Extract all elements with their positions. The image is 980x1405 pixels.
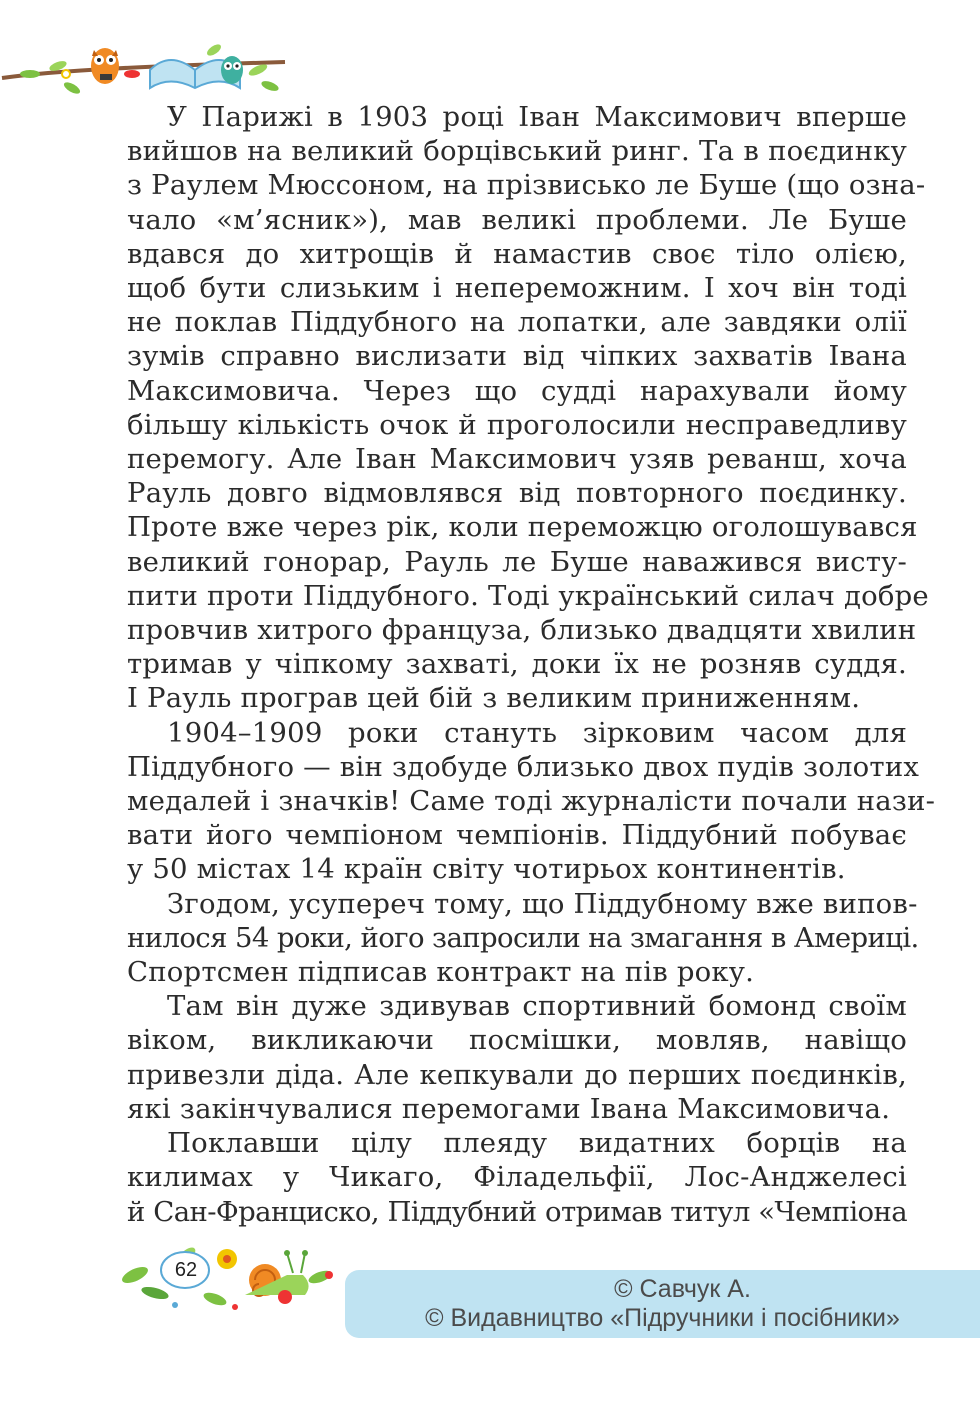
- text-line: щоб бути слизьким і непереможним. І хоч він тоді: [127, 272, 907, 305]
- text-line: тримав у чіпкому захваті, доки їх не розняв суддя.: [127, 648, 907, 681]
- branch-owls-illustration: [0, 30, 290, 110]
- text-line: пити проти Піддубного. Тоді український силач добре: [127, 579, 929, 612]
- copyright-banner: [345, 1270, 980, 1338]
- text-line: медалей і значків! Саме тоді журналісти почали нази-: [127, 785, 936, 818]
- text-line: Спортсмен підписав контракт на пів року.: [127, 956, 755, 989]
- copyright-author: © Савчук А.: [614, 1275, 751, 1303]
- text-line: великий гонорар, Рауль ле Буше наважився висту-: [127, 545, 907, 578]
- text-line: вати його чемпіоном чемпіонів. Піддубний побуває: [127, 819, 907, 852]
- text-line: перемогу. Але Іван Максимович узяв реванш, хоча: [127, 443, 907, 476]
- paragraph-2: [127, 716, 936, 887]
- text-line: 1904–1909 роки стануть зірковим часом для: [167, 716, 907, 749]
- text-line: Там він дуже здивував спортивний бомонд своїм: [167, 990, 907, 1023]
- paragraph-5: [127, 1126, 907, 1229]
- text-line: У Парижі в 1903 році Іван Максимович вперше: [167, 101, 907, 133]
- text-line: Піддубного — він здобуде близько двох пудів золотих: [127, 750, 920, 783]
- text-line: у 50 містах 14 країн світу чотирьох континентів.: [127, 853, 846, 886]
- text-line: чало «м’ясник»), мав великі проблеми. Ле Буше: [127, 203, 907, 236]
- text-line: Згодом, усупереч тому, що Піддубному вже випов-: [167, 887, 918, 920]
- flowers-snail-illustration: [115, 1235, 340, 1315]
- text-line: більшу кількість очок й проголосили несправедливу: [127, 408, 907, 441]
- page-number: 62: [174, 1259, 198, 1281]
- text-line: вийшов на великий борцівський ринг. Та в поєдинку: [127, 135, 907, 168]
- paragraph-3: [127, 887, 919, 990]
- text-line: не поклав Піддубного на лопатки, але завдяки олії: [127, 306, 907, 339]
- paragraph-4: [127, 989, 907, 1126]
- text-line: провчив хитрого француза, близько двадцяти хвилин: [127, 614, 917, 647]
- text-line: які закінчувалися перемогами Івана Максимовича.: [127, 1092, 891, 1125]
- main-text: [127, 100, 936, 1229]
- text-line: І Рауль програв цей бій з великим приниженням.: [127, 682, 861, 715]
- text-line: й Сан-Франциско, Піддубний отримав титул «Чемпіона: [127, 1195, 907, 1228]
- text-line: привезли діда. Але кепкували до перших поєдинків,: [127, 1058, 907, 1091]
- text-line: зумів справно вислизати від чіпких захватів Івана: [127, 340, 907, 373]
- text-line: віком, викликаючи посмішки, мовляв, навіщо: [127, 1024, 907, 1057]
- text-line: килимах у Чикаго, Філадельфії, Лос-Анджелесі: [127, 1161, 907, 1194]
- copyright-publisher: © Видавництво «Підручники і посібники»: [425, 1304, 900, 1332]
- text-line: Проте вже через рік, коли переможцю оголошувався: [127, 511, 918, 544]
- paragraph-1: [127, 100, 929, 716]
- text-line: вдався до хитрощів й намастив своє тіло олією,: [127, 237, 907, 270]
- text-line: Рауль довго відмовлявся від повторного поєдинку.: [127, 477, 907, 510]
- text-line: нилося 54 роки, його запросили на змагання в Америці.: [127, 921, 919, 954]
- text-line: з Раулем Мюссоном, на прізвисько ле Буше (що озна-: [127, 169, 926, 202]
- text-line: Максимовича. Через що судді нарахували йому: [127, 374, 907, 407]
- text-line: Поклавши цілу плеяду видатних борців на: [167, 1127, 907, 1160]
